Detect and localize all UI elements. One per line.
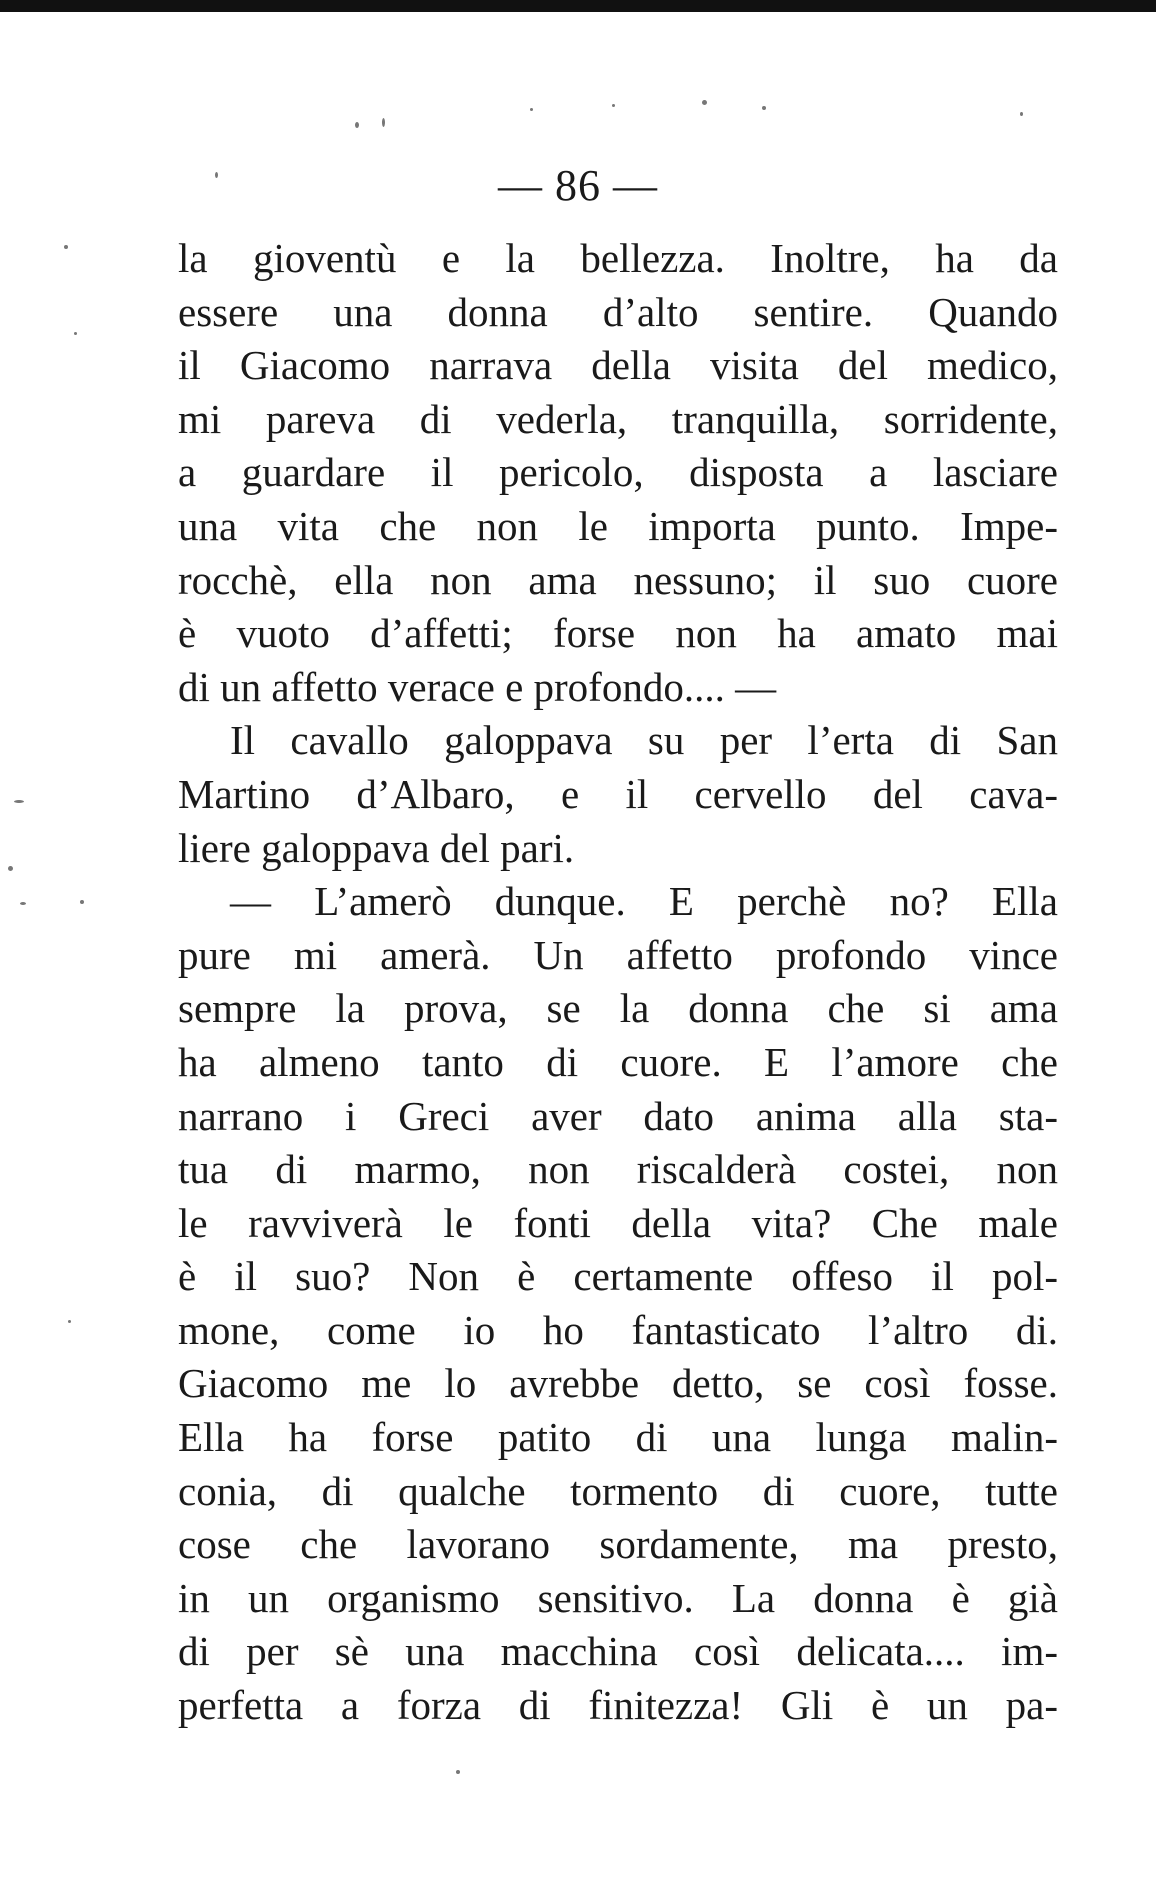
text-line: essere una donna d’alto sentire. Quando	[178, 288, 1058, 335]
scan-speckle	[702, 100, 707, 105]
text-line: mone, come io ho fantasticato l’altro di.	[178, 1306, 1058, 1353]
page-body-text	[178, 232, 1058, 1733]
text-line: Giacomo me lo avrebbe detto, se così fosse.	[178, 1360, 1058, 1407]
text-line: ha almeno tanto di cuore. E l’amore che	[178, 1038, 1058, 1085]
scan-speckle	[74, 332, 77, 335]
page-number: — 86 —	[498, 161, 658, 210]
text-line: il Giacomo narrava della visita del medico,	[178, 342, 1058, 389]
text-line: liere galoppava del pari.	[178, 824, 575, 871]
scan-speckle	[762, 106, 766, 110]
scan-speckle	[68, 1320, 71, 1323]
scan-speckle	[80, 900, 84, 904]
text-line: narrano i Greci aver dato anima alla sta-	[178, 1092, 1058, 1139]
text-line: è vuoto d’affetti; forse non ha amato mai	[178, 610, 1058, 657]
text-line: tua di marmo, non riscalderà costei, non	[178, 1146, 1058, 1193]
scan-speckle	[355, 122, 359, 128]
text-line: conia, di qualche tormento di cuore, tutte	[178, 1467, 1058, 1514]
scan-speckle	[8, 866, 13, 871]
text-line: a guardare il pericolo, disposta a lasciare	[178, 449, 1058, 496]
text-line: perfetta a forza di finitezza! Gli è un pa-	[178, 1682, 1058, 1729]
scan-edge-rule	[0, 0, 1156, 12]
text-line: la gioventù e la bellezza. Inoltre, ha da	[178, 235, 1058, 281]
text-line: Il cavallo galoppava su per l’erta di San	[230, 717, 1058, 764]
text-line: Ella ha forse patito di una lunga malin-	[178, 1414, 1058, 1461]
text-line: rocchè, ella non ama nessuno; il suo cuore	[178, 556, 1058, 603]
scan-speckle	[382, 118, 385, 127]
scan-speckle	[14, 800, 24, 803]
scan-speckle	[530, 108, 533, 111]
scan-speckle	[456, 1770, 460, 1774]
text-line: è il suo? Non è certamente offeso il pol-	[178, 1253, 1058, 1300]
scan-speckle	[612, 104, 615, 107]
text-line: di un affetto verace e profondo.... —	[178, 663, 777, 710]
text-line: mi pareva di vederla, tranquilla, sorridente,	[178, 395, 1058, 442]
text-line: — L’amerò dunque. E perchè no? Ella	[230, 878, 1058, 925]
text-line: cose che lavorano sordamente, ma presto,	[178, 1521, 1058, 1568]
text-line: sempre la prova, se la donna che si ama	[178, 985, 1058, 1032]
text-line: le ravviverà le fonti della vita? Che male	[178, 1199, 1058, 1246]
scan-speckle	[64, 245, 68, 249]
text-line: pure mi amerà. Un affetto profondo vince	[178, 931, 1058, 978]
text-line: Martino d’Albaro, e il cervello del cava-	[178, 770, 1058, 817]
text-line: di per sè una macchina così delicata.... im-	[178, 1628, 1058, 1675]
scan-speckle	[20, 902, 26, 905]
scan-speckle	[1020, 112, 1023, 116]
text-line: in un organismo sensitivo. La donna è già	[178, 1574, 1058, 1621]
text-line: una vita che non le importa punto. Impe-	[178, 502, 1058, 549]
